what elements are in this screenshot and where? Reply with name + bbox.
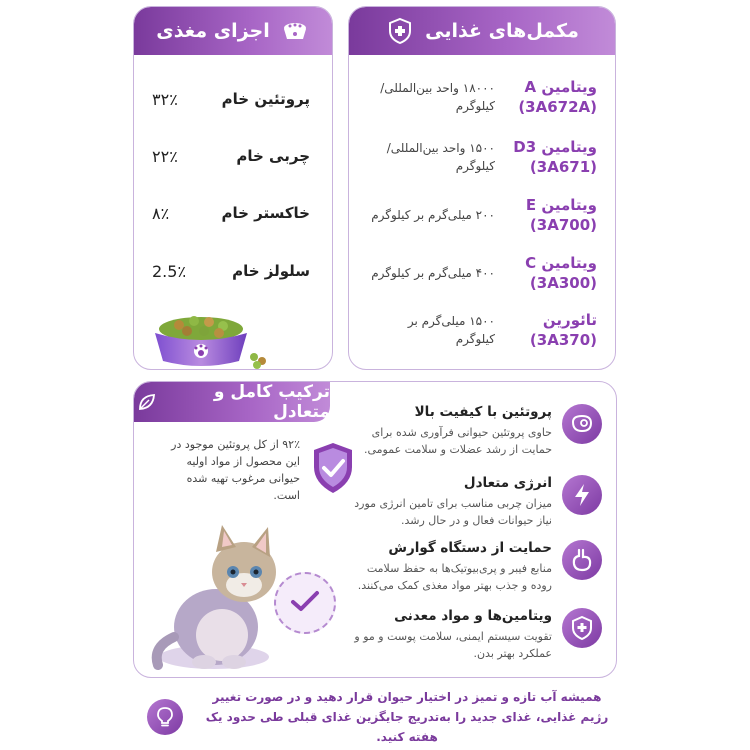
nutrient-row bbox=[134, 201, 332, 225]
nutrient-value: ۲۲٪ bbox=[152, 146, 178, 166]
supplement-row bbox=[349, 72, 615, 122]
feature-title: ویتامین‌ها و مواد معدنی bbox=[394, 608, 552, 624]
feature-item bbox=[352, 475, 602, 543]
nutrient-name: سلولز خام bbox=[232, 262, 310, 280]
composition-card bbox=[133, 381, 617, 678]
nutrient-value: ۸٪ bbox=[152, 203, 170, 223]
feature-item bbox=[352, 608, 602, 676]
composition-title: ترکیب کامل و متعادل bbox=[213, 382, 330, 422]
nutrient-value: 2.5٪ bbox=[152, 261, 187, 281]
check-circle-badge bbox=[274, 572, 336, 634]
protein-source-text: ۹۲٪ از کل پروتئین موجود در این محصول از مواد اولیه حیوانی مرغوب تهیه شده است. bbox=[171, 438, 300, 502]
nutrient-name: خاکستر خام bbox=[221, 204, 310, 222]
kitten-illustration bbox=[144, 517, 284, 672]
nutrient-row bbox=[134, 259, 332, 283]
supplement-name: ویتامین C bbox=[525, 254, 597, 272]
feeding-tip-text: همیشه آب تازه و تمیز در اختیار حیوان قرار دهید و در صورت تغییر رژیم غذایی، غذای جدید را به‌تدریج جایگزین غذای قبلی طی حدود یک هفته کنید. bbox=[205, 690, 609, 744]
supplement-name: ویتامین E bbox=[525, 196, 597, 214]
feature-desc: تقویت سیستم ایمنی، سلامت پوست و مو و عملکرد بهتر بدن. bbox=[354, 630, 552, 660]
lightning-icon bbox=[562, 475, 602, 515]
nutrients-card bbox=[133, 6, 333, 370]
supplement-desc: ۱۵۰۰ واحد بین‌المللی/ کیلوگرم bbox=[386, 141, 495, 173]
feature-title: پروتئین با کیفیت بالا bbox=[414, 404, 552, 420]
composition-header bbox=[134, 382, 330, 422]
nutrient-row bbox=[134, 87, 332, 111]
supplement-desc: ۱۵۰۰ میلی‌گرم بر کیلوگرم bbox=[407, 314, 495, 346]
feature-item bbox=[352, 404, 602, 472]
feature-item bbox=[352, 540, 602, 608]
pet-bowl-icon bbox=[280, 16, 310, 46]
meat-icon bbox=[562, 404, 602, 444]
supplement-name: تائورین bbox=[542, 311, 597, 329]
leaf-icon bbox=[134, 387, 161, 417]
supplement-desc: ۲۰۰ میلی‌گرم بر کیلوگرم bbox=[371, 208, 495, 222]
supplement-name: ویتامین D3 bbox=[513, 138, 597, 156]
protein-source-note bbox=[154, 440, 356, 500]
supplement-code: (3A671) bbox=[529, 158, 597, 176]
supplements-header bbox=[349, 7, 615, 55]
stomach-icon bbox=[562, 540, 602, 580]
supplement-desc: ۱۸۰۰۰ واحد بین‌المللی/ کیلوگرم bbox=[380, 81, 495, 113]
nutrient-value: ۳۲٪ bbox=[152, 89, 178, 109]
feature-desc: حاوی پروتئین حیوانی فرآوری شده برای حمایت از رشد عضلات و سلامت عمومی. bbox=[364, 426, 552, 456]
supplements-card bbox=[348, 6, 616, 370]
nutrient-row bbox=[134, 144, 332, 168]
nutrient-name: چربی خام bbox=[236, 147, 310, 165]
checkmark-icon bbox=[290, 589, 320, 617]
supplements-title: مکمل‌های غذایی bbox=[425, 20, 579, 42]
feature-title: انرژی متعادل bbox=[463, 475, 552, 491]
supplement-code: (3A370) bbox=[529, 331, 597, 349]
feeding-tip bbox=[133, 692, 617, 742]
lightbulb-icon bbox=[147, 699, 183, 735]
supplement-row bbox=[349, 132, 615, 182]
feature-desc: منابع فیبر و پری‌بیوتیک‌ها به حفظ سلامت روده و جذب بهتر مواد مغذی کمک می‌کنند. bbox=[357, 562, 552, 592]
nutrient-name: پروتئین خام bbox=[221, 90, 310, 108]
check-shield-icon bbox=[310, 441, 356, 499]
feature-title: حمایت از دستگاه گوارش bbox=[388, 540, 552, 556]
medical-shield-icon bbox=[385, 16, 415, 46]
supplement-desc: ۴۰۰ میلی‌گرم بر کیلوگرم bbox=[371, 266, 495, 280]
supplement-code: (3A700) bbox=[529, 216, 597, 234]
supplement-row bbox=[349, 305, 615, 355]
medical-shield-icon bbox=[562, 608, 602, 648]
supplement-name: ویتامین A bbox=[524, 78, 597, 96]
food-bowl-illustration bbox=[149, 307, 274, 370]
supplement-code: (3A300) bbox=[529, 274, 597, 292]
feature-desc: میزان چربی مناسب برای تامین انرژی مورد نیاز حیوانات فعال و در حال رشد. bbox=[354, 497, 552, 527]
nutrients-header bbox=[134, 7, 332, 55]
supplement-row bbox=[349, 248, 615, 298]
nutrients-title: اجزای مغذی bbox=[156, 20, 270, 42]
supplement-code: (3A672A) bbox=[518, 98, 597, 116]
supplement-row bbox=[349, 190, 615, 240]
